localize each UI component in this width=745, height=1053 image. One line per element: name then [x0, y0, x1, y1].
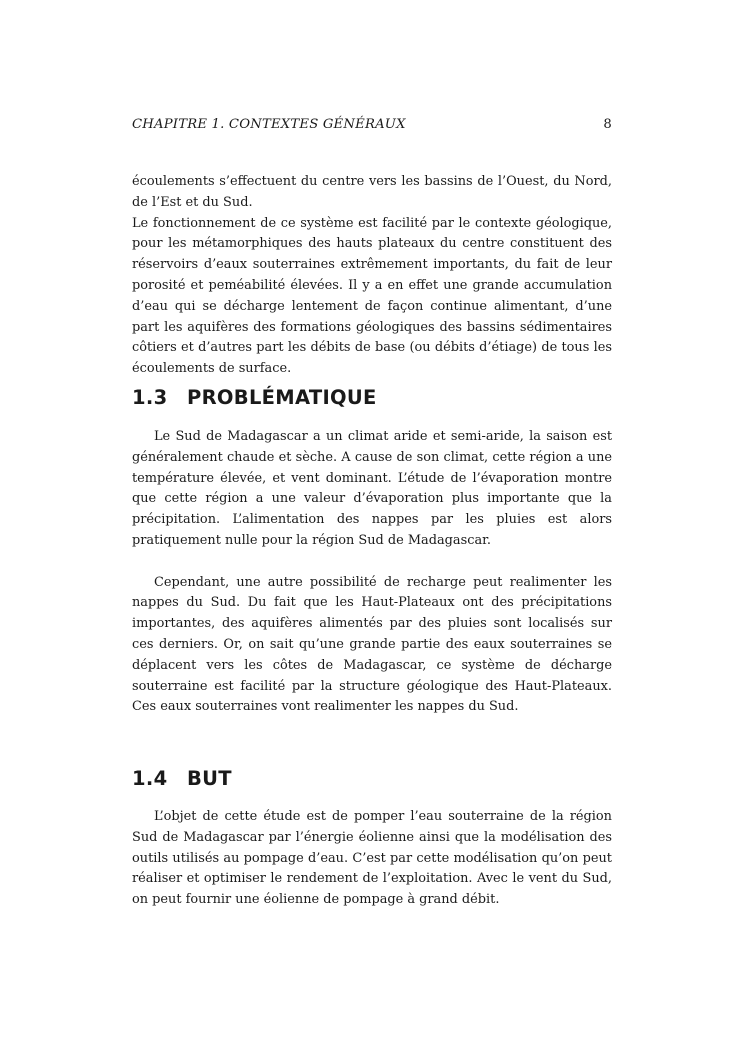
- problematique-paragraph-1: Le Sud de Madagascar a un climat aride et semi-aride, la saison est généralement chaude et sèche. A cause de son climat, cette région a une température élevée, et vent dominant. L’étude de l’évaporation montre que cette région a une valeur d’évaporation plus importante que la précipitation. L’alimentation des nappes par les pluies est alors pratiquement nulle pour la région Sud de Madagascar.: [132, 429, 612, 548]
- page-number: 8: [603, 117, 612, 132]
- section-title: BUT: [187, 767, 232, 790]
- problematique-text: [132, 427, 612, 718]
- section-heading-problematique: [132, 386, 612, 409]
- but-text: [132, 807, 612, 911]
- intro-paragraph-1: écoulements s’effectuent du centre vers les bassins de l’Ouest, du Nord, de l’Est et du Sud.: [132, 174, 612, 210]
- section-heading-but: [132, 767, 612, 790]
- section-number: 1.3: [132, 386, 168, 409]
- but-paragraph-1: L’objet de cette étude est de pomper l’eau souterraine de la région Sud de Madagascar par l’énergie éolienne ainsi que la modélisation des outils utilisés au pompage d’eau. C’est par cette modélisation qu’on peut réaliser et optimiser le rendement de l’exploitation. Avec le vent du Sud, on peut fournir une éolienne de pompage à grand débit.: [132, 809, 612, 908]
- running-header: [132, 117, 612, 132]
- intro-paragraph-2: Le fonctionnement de ce système est facilité par le contexte géologique, pour les métamorphiques des hauts plateaux du centre constituent des réservoirs d’eaux souterraines extrêmement importants, du fait de leur porosité et peméabilité élevées. Il y a en effet une grande accumulation d’eau qui se décharge lentement de façon continue alimentant, d’une part les aquifères des formations géologiques des bassins sédimentaires côtiers et d’autres part les débits de base (ou débits d’étiage) de tous les écoulements de surface.: [132, 215, 612, 377]
- chapter-title: CHAPITRE 1. CONTEXTES GÉNÉRAUX: [132, 117, 406, 132]
- intro-text: [132, 172, 612, 380]
- section-title: PROBLÉMATIQUE: [187, 386, 377, 409]
- problematique-paragraph-2: Cependant, une autre possibilité de recharge peut realimenter les nappes du Sud. Du fait que les Haut-Plateaux ont des précipitations importantes, des aquifères alimentés par des pluies sont localisés sur ces derniers. Or, on sait qu’une grande partie des eaux souterraines se déplacent vers les côtes de Madagascar, ce système de décharge souterraine est facilité par la structure géologique des Haut-Plateaux. Ces eaux souterraines vont realimenter les nappes du Sud.: [132, 574, 612, 715]
- section-number: 1.4: [132, 767, 168, 790]
